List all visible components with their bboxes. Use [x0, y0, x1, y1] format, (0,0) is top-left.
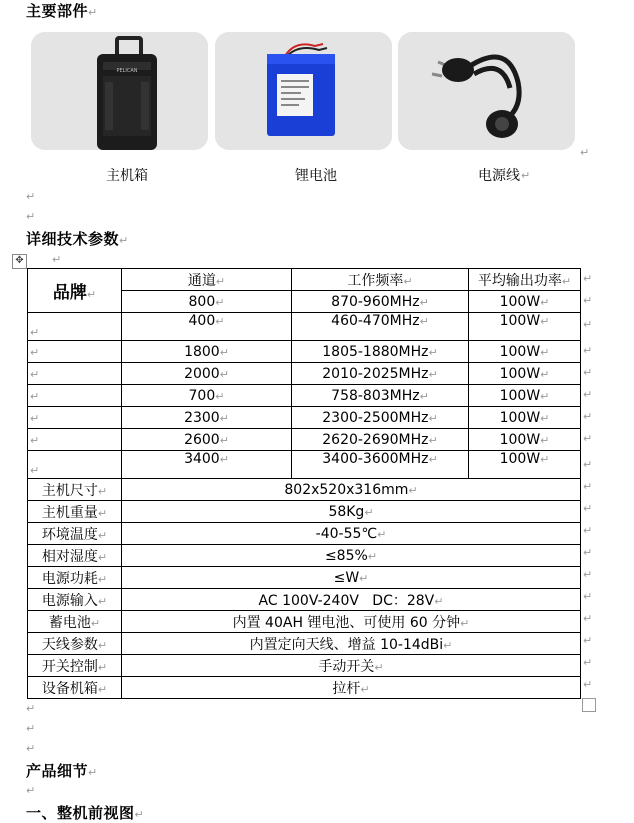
spec-row-size	[28, 479, 581, 501]
caption-battery: 锂电池	[295, 168, 337, 184]
frequency-cell: 1805-1880MHz↵	[292, 341, 469, 363]
table-resize-handle[interactable]	[582, 698, 596, 712]
empty-brand-cell: ↵	[28, 451, 122, 479]
table-row	[28, 451, 581, 479]
section-title-front-view: 一、整机前视图↵	[26, 804, 145, 822]
paragraph-mark: ↵	[26, 702, 36, 715]
brand-label-cell: 品牌↵	[28, 269, 122, 313]
caption-case: 主机箱	[106, 168, 148, 184]
spec-label: 电源功耗↵	[28, 567, 122, 589]
product-photo-battery	[215, 32, 392, 150]
power-cell: 100W↵	[469, 385, 581, 407]
power-cell: 100W↵	[469, 451, 581, 479]
channel-cell: 1800↵	[122, 341, 292, 363]
row-end-mark: ↵	[583, 678, 593, 691]
spec-row-battery	[28, 611, 581, 633]
spec-label: 主机尺寸↵	[28, 479, 122, 501]
spec-value: 内置 40AH 锂电池、可使用 60 分钟↵	[122, 611, 581, 633]
spec-table	[27, 268, 581, 699]
row-end-mark: ↵	[583, 612, 593, 625]
header-channel: 通道↵	[122, 269, 292, 291]
row-end-mark: ↵	[583, 502, 593, 515]
row-end-mark: ↵	[583, 388, 593, 401]
row-end-mark: ↵	[583, 568, 593, 581]
empty-brand-cell: ↵	[28, 313, 122, 341]
empty-brand-cell: ↵	[28, 429, 122, 451]
spec-label: 环境温度↵	[28, 523, 122, 545]
spec-label: 电源输入↵	[28, 589, 122, 611]
channel-cell: 800↵	[122, 291, 292, 313]
table-row	[28, 313, 581, 341]
frequency-cell: 2620-2690MHz↵	[292, 429, 469, 451]
empty-brand-cell: ↵	[28, 407, 122, 429]
spec-label: 主机重量↵	[28, 501, 122, 523]
spec-row-power-consumption	[28, 567, 581, 589]
spec-row-weight	[28, 501, 581, 523]
row-end-mark: ↵	[583, 480, 593, 493]
spec-row-chassis	[28, 677, 581, 699]
row-end-mark: ↵	[583, 524, 593, 537]
spec-value: 802x520x316mm↵	[122, 479, 581, 501]
row-end-mark: ↵	[583, 432, 593, 445]
section-title-specs: 详细技术参数↵	[26, 230, 129, 248]
table-row	[28, 407, 581, 429]
frequency-cell: 2010-2025MHz↵	[292, 363, 469, 385]
channel-cell: 2600↵	[122, 429, 292, 451]
power-cell: 100W↵	[469, 407, 581, 429]
header-power: 平均输出功率↵	[469, 269, 581, 291]
caption-cord: 电源线	[478, 168, 520, 184]
spec-value: 拉杆↵	[122, 677, 581, 699]
paragraph-mark: ↵	[52, 253, 62, 266]
spec-label: 开关控制↵	[28, 655, 122, 677]
paragraph-mark: ↵	[26, 742, 36, 755]
channel-cell: 400↵	[122, 313, 292, 341]
power-cell: 100W↵	[469, 363, 581, 385]
product-photo-case	[31, 32, 208, 150]
spec-value: ≤85%↵	[122, 545, 581, 567]
spec-row-power-input	[28, 589, 581, 611]
row-end-mark: ↵	[583, 458, 593, 471]
power-cell: 100W↵	[469, 341, 581, 363]
paragraph-mark: ↵	[521, 169, 531, 182]
spec-value: AC 100V-240V DC：28V↵	[122, 589, 581, 611]
power-cord-icon	[398, 32, 575, 150]
paragraph-mark: ↵	[580, 146, 590, 159]
row-end-mark: ↵	[583, 634, 593, 647]
row-end-mark: ↵	[583, 344, 593, 357]
empty-brand-cell: ↵	[28, 363, 122, 385]
power-cell: 100W↵	[469, 291, 581, 313]
table-row	[28, 429, 581, 451]
spec-label: 设备机箱↵	[28, 677, 122, 699]
row-end-mark: ↵	[583, 366, 593, 379]
channel-cell: 3400↵	[122, 451, 292, 479]
paragraph-mark: ↵	[26, 190, 36, 203]
frequency-cell: 3400-3600MHz↵	[292, 451, 469, 479]
power-cell: 100W↵	[469, 429, 581, 451]
channel-cell: 700↵	[122, 385, 292, 407]
table-header-row	[28, 269, 581, 291]
spec-label: 蓄电池↵	[28, 611, 122, 633]
frequency-cell: 460-470MHz↵	[292, 313, 469, 341]
row-end-mark: ↵	[583, 546, 593, 559]
row-end-mark: ↵	[583, 294, 593, 307]
spec-value: 58Kg↵	[122, 501, 581, 523]
spec-row-switch	[28, 655, 581, 677]
paragraph-mark: ↵	[26, 210, 36, 223]
spec-label: 相对湿度↵	[28, 545, 122, 567]
table-row	[28, 341, 581, 363]
channel-cell: 2300↵	[122, 407, 292, 429]
section-title-details: 产品细节↵	[26, 762, 98, 780]
spec-value: 手动开关↵	[122, 655, 581, 677]
row-end-mark: ↵	[583, 590, 593, 603]
empty-brand-cell: ↵	[28, 341, 122, 363]
row-end-mark: ↵	[583, 318, 593, 331]
svg-text:PELICAN: PELICAN	[116, 68, 138, 74]
section-title-main-parts: 主要部件↵	[26, 2, 98, 20]
row-end-mark: ↵	[583, 410, 593, 423]
spec-row-temperature	[28, 523, 581, 545]
spec-value: 内置定向天线、增益 10-14dBi↵	[122, 633, 581, 655]
spec-value: ≤W↵	[122, 567, 581, 589]
spec-value: -40-55℃↵	[122, 523, 581, 545]
spec-label: 天线参数↵	[28, 633, 122, 655]
lithium-battery-icon	[215, 32, 392, 150]
paragraph-mark: ↵	[26, 784, 36, 797]
paragraph-mark: ↵	[26, 722, 36, 735]
row-end-mark: ↵	[583, 656, 593, 669]
row-end-mark: ↵	[583, 272, 593, 285]
product-photo-cord	[398, 32, 575, 150]
frequency-cell: 758-803MHz↵	[292, 385, 469, 407]
table-row	[28, 363, 581, 385]
pelican-case-icon	[31, 32, 208, 150]
empty-brand-cell: ↵	[28, 385, 122, 407]
header-frequency: 工作频率↵	[292, 269, 469, 291]
frequency-cell: 870-960MHz↵	[292, 291, 469, 313]
power-cell: 100W↵	[469, 313, 581, 341]
table-row	[28, 385, 581, 407]
spec-row-humidity	[28, 545, 581, 567]
spec-row-antenna	[28, 633, 581, 655]
channel-cell: 2000↵	[122, 363, 292, 385]
frequency-cell: 2300-2500MHz↵	[292, 407, 469, 429]
table-move-handle-icon[interactable]: ✥	[12, 254, 27, 269]
